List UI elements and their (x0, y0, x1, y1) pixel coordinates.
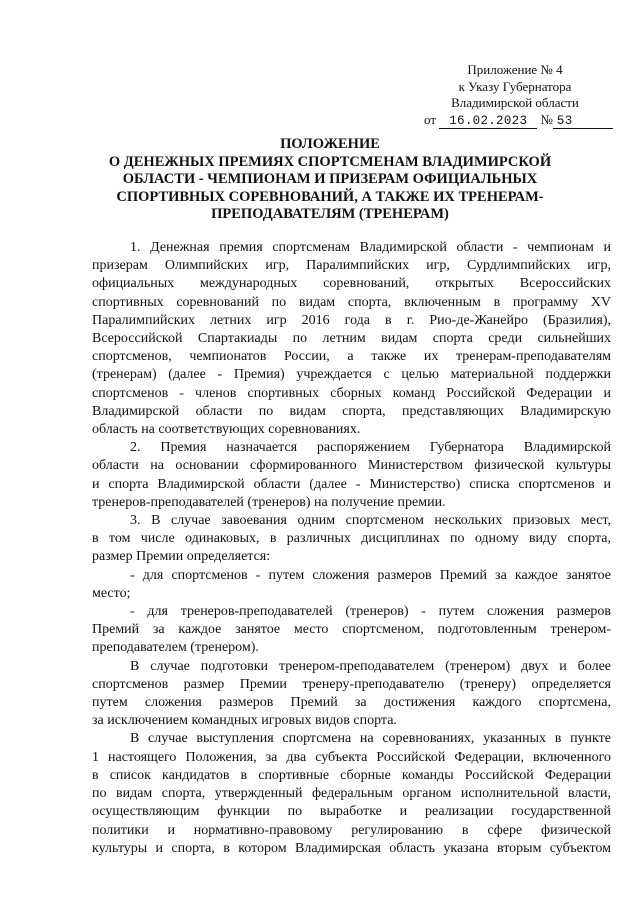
body-line: спортсменов - членов спортивных сборных команд Российской Федерации и (92, 385, 611, 401)
body-line: путем сложения размеров Премий за достижения каждого спортсмена, (92, 695, 611, 711)
title-line: ПРЕПОДАВАТЕЛЯМ (ТРЕНЕРАМ) (211, 206, 449, 223)
body-line: Всероссийской Спартакиады по летним видам спорта среди сильнейших (92, 331, 611, 347)
appendix-header (420, 62, 610, 129)
body-line: по видам спорта, утвержденный федеральным органом исполнительной власти, (92, 786, 611, 802)
decree-number: 53 (553, 114, 613, 129)
body-line: - для тренеров-преподавателей (тренеров) - путем сложения размеров (130, 604, 611, 620)
body-line: осуществляющим функции по выработке и реализации государственной (92, 804, 611, 820)
body-line: в список кандидатов в спортивные сборные команды Российской Федерации (92, 767, 611, 783)
appendix-line-1: Приложение № 4 (467, 62, 563, 77)
body-line: официальных международных соревнований, открытых Всероссийских (92, 276, 611, 292)
body-line: размер Премии определяется: (92, 549, 271, 565)
body-line: спортсменов размер Премии тренеру-преподавателю (тренеру) определяется (92, 676, 611, 692)
body-line: в том числе одинаковых, в различных дисциплинах по одному виду спорта, (92, 531, 611, 547)
document-title (80, 136, 580, 224)
body-line: за исключением командных игровых видов спорта. (92, 713, 397, 729)
body-line: Паралимпийских летних игр 2016 года в г. Рио-де-Жанейро (Бразилия), (92, 312, 611, 328)
body-line: призерам Олимпийских игр, Паралимпийских игр, Сурдлимпийских игр, (92, 258, 611, 274)
title-line: СПОРТИВНЫХ СОРЕВНОВАНИЙ, А ТАКЖЕ ИХ ТРЕНЕРАМ- (116, 188, 544, 205)
number-prefix: № (540, 111, 553, 127)
appendix-line-2: к Указу Губернатора (458, 78, 572, 94)
body-line: В случае подготовки тренером-преподавателем (тренером) двух и более (130, 658, 611, 674)
body-line: место; (92, 585, 131, 601)
body-line: области на основании сформированного Министерством физической культуры (92, 458, 611, 474)
body-line: спортивных соревнований по видам спорта, включенным в программу XV (92, 294, 611, 310)
body-line: 1. Денежная премия спортсменам Владимирской области - чемпионам и (130, 240, 611, 255)
body-line: - для спортсменов - путем сложения размеров Премий за каждое занятое (130, 567, 611, 583)
body-line: (тренерам) (далее - Премия) учреждается с целью материальной поддержки (92, 367, 611, 383)
title-line: ПОЛОЖЕНИЕ (280, 136, 380, 152)
date-prefix: от (424, 111, 437, 127)
body-line: культуры и спорта, в котором Владимирская область указана вторым субъектом (92, 840, 611, 856)
body-line: Владимирской области по видам спорта, представляющих Владимирскую (92, 403, 611, 419)
decree-date: 16.02.2023 (439, 114, 537, 129)
body-line: политики и нормативно-правовому регулированию в сфере физической (92, 822, 611, 838)
body-line: 2. Премия назначается распоряжением Губернатора Владимирской (130, 440, 611, 456)
document-body (92, 239, 611, 858)
body-line: 1 настоящего Положения, за два субъекта Российской Федерации, включенного (92, 749, 611, 765)
body-line: спортсменов, чемпионатов России, а также их тренерам-преподавателям (92, 349, 611, 365)
body-line: область на соответствующих соревнованиях. (92, 422, 361, 438)
appendix-date-line (420, 112, 610, 129)
title-line: О ДЕНЕЖНЫХ ПРЕМИЯХ СПОРТСМЕНАМ ВЛАДИМИРСКОЙ (108, 153, 552, 170)
body-line: тренеров-преподавателей (тренеров) на получение премии. (92, 494, 446, 510)
body-line: преподавателем (тренером). (92, 640, 259, 656)
body-line: и спорта Владимирской области (далее - Министерство) списка спортсменов и (92, 476, 611, 492)
title-line: ОБЛАСТИ - ЧЕМПИОНАМ И ПРИЗЕРАМ ОФИЦИАЛЬНЫХ (122, 171, 538, 188)
body-line: 3. В случае завоевания одним спортсменом нескольких призовых мест, (130, 513, 611, 529)
appendix-line-3: Владимирской области (451, 95, 579, 110)
body-line: Премий за каждое занятое место спортсменом, подготовленным тренером- (92, 622, 611, 638)
body-line: В случае выступления спортсмена на соревнованиях, указанных в пункте (130, 731, 611, 747)
